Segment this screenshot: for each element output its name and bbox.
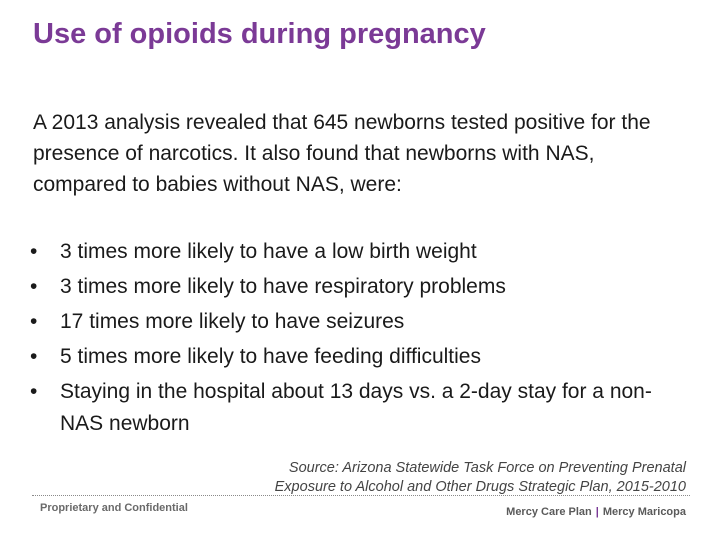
source-citation (275, 459, 686, 497)
list-item (28, 374, 668, 441)
bullet-icon: • (30, 275, 38, 298)
bullet-list (28, 234, 668, 441)
intro-paragraph: A 2013 analysis revealed that 645 newborns tested positive for the presence of narcotics. It also found that newborns with NAS, compared to babies without NAS, were: (33, 111, 651, 196)
bullet-text: 5 times more likely to have feeding difficulties (60, 345, 481, 368)
footer-brands (506, 506, 686, 518)
list-item (28, 339, 668, 374)
slide-title: Use of opioids during pregnancy (33, 18, 486, 50)
bullet-text: Staying in the hospital about 13 days vs. a 2-day stay for a non-NAS newborn (60, 380, 652, 435)
confidential-label: Proprietary and Confidential (40, 502, 188, 514)
source-line-1: Source: Arizona Statewide Task Force on Preventing Prenatal (288, 460, 686, 476)
brand-mercy-maricopa: Mercy Maricopa (602, 506, 686, 518)
bullet-icon: • (30, 240, 38, 263)
bullet-icon: • (30, 345, 38, 368)
bullet-text: 3 times more likely to have a low birth weight (60, 240, 477, 263)
bullet-icon: • (30, 380, 38, 403)
brand-mercy-care-plan: Mercy Care Plan (506, 506, 592, 518)
list-item (28, 234, 668, 269)
bullet-icon: • (30, 310, 38, 333)
source-line-2: Exposure to Alcohol and Other Drugs Strategic Plan, 2015-2010 (274, 479, 686, 495)
brand-separator: | (595, 506, 599, 518)
list-item (28, 269, 668, 304)
bullet-text: 3 times more likely to have respiratory problems (60, 275, 506, 298)
bullet-text: 17 times more likely to have seizures (60, 310, 405, 333)
footer-divider (32, 495, 690, 496)
list-item (28, 304, 668, 339)
